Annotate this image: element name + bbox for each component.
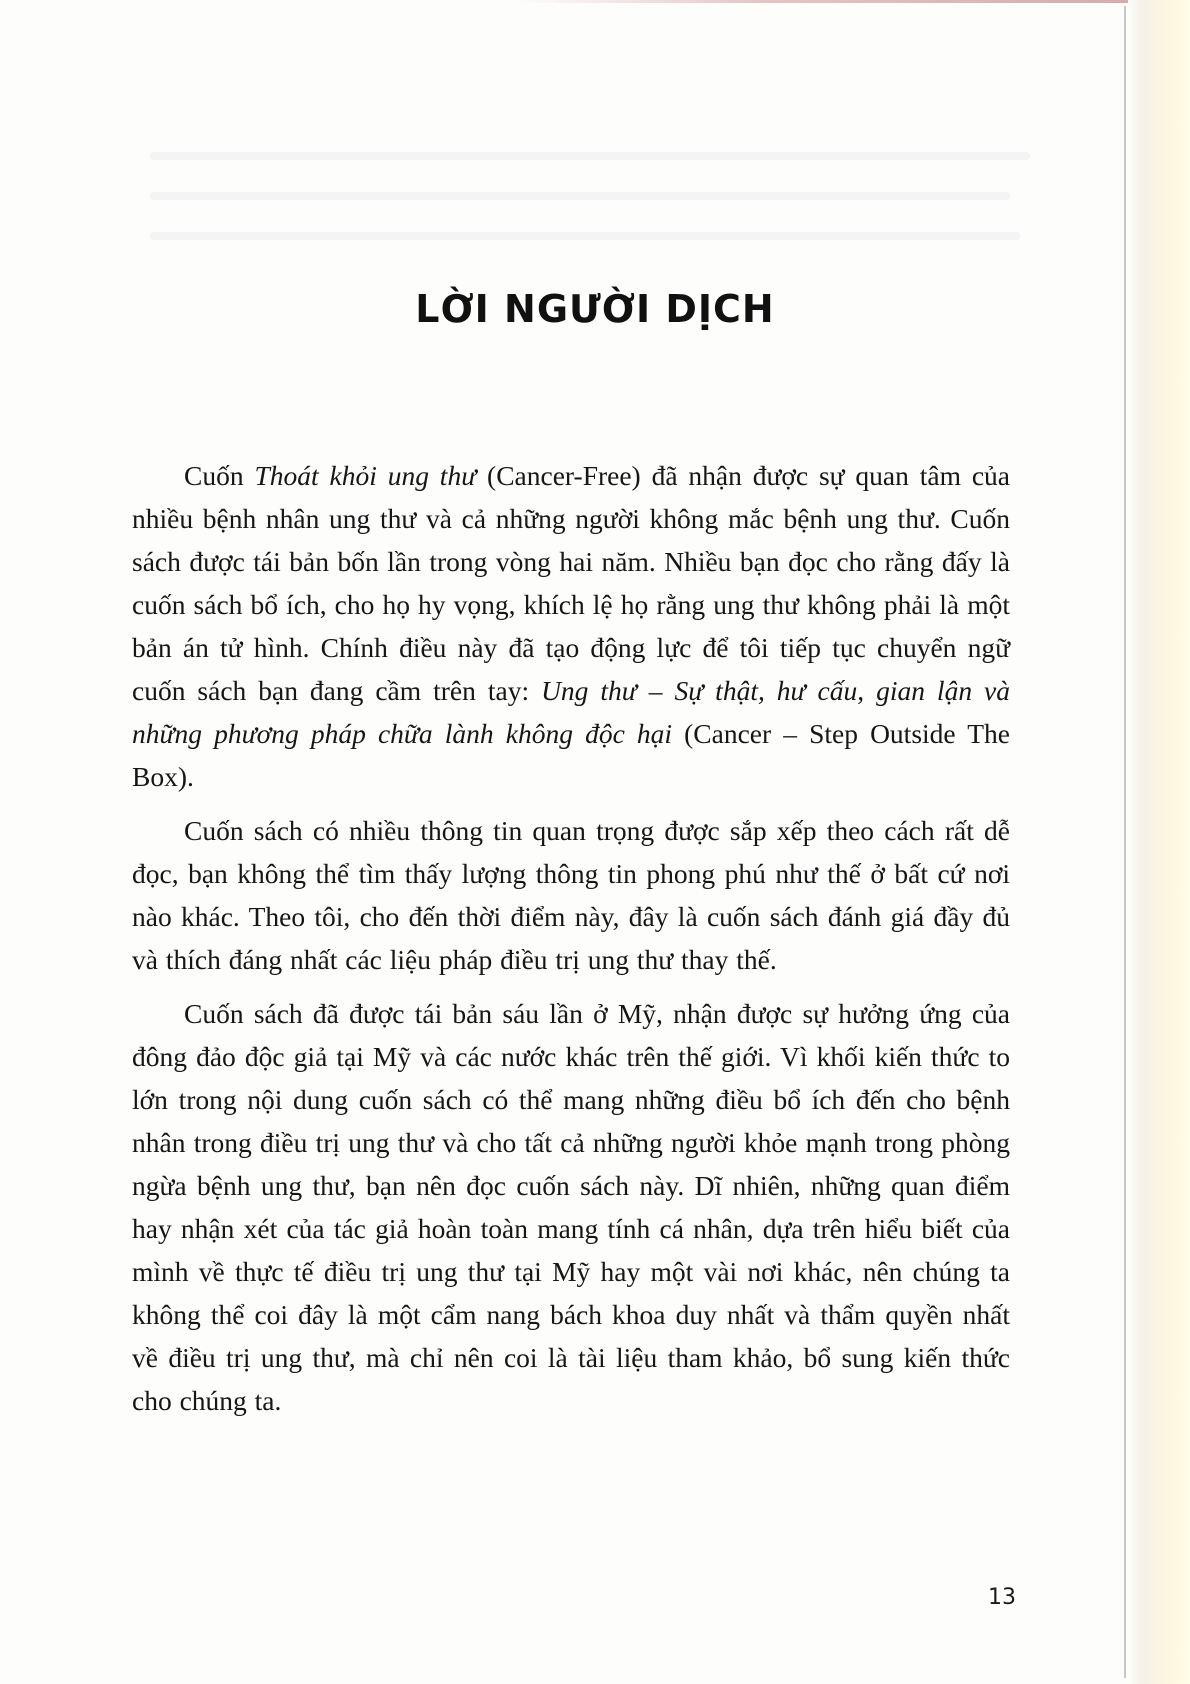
text-segment: Cuốn sách có nhiều thông tin quan trọng được sắp xếp theo cách rất dễ đọc, bạn không thể tìm thấy lượng thông tin phong phú như thế ở bất cứ nơi nào khác. Theo tôi, cho đến thời điểm này, đây là cuốn sách đánh giá đầy đủ và thích đáng nhất các liệu pháp điều trị ung thư thay thế. <box>132 815 1010 975</box>
paragraph <box>132 454 1010 798</box>
show-through-line <box>150 232 1020 240</box>
page-number: 13 <box>988 1585 1016 1610</box>
text-segment: (Cancer – Step Outside The Box). <box>132 718 1010 792</box>
scan-edge-top <box>520 0 1130 3</box>
body-text <box>132 454 1010 1433</box>
show-through-line <box>150 192 1010 200</box>
book-title-italic: Ung thư – Sự thật, hư cấu, gian lận và những phương pháp chữa lành không độc hại <box>132 675 1010 749</box>
page-title: LỜI NGƯỜI DỊCH <box>415 287 775 331</box>
text-segment: Cuốn <box>184 460 255 491</box>
paragraph <box>132 809 1010 981</box>
page-edge-line <box>1124 6 1126 1678</box>
text-segment: (Cancer-Free) đã nhận được sự quan tâm của nhiều bệnh nhân ung thư và cả những người không mắc bệnh ung thư. Cuốn sách được tái bản bốn lần trong vòng hai năm. Nhiều bạn đọc cho rằng đấy là cuốn sách bổ ích, cho họ hy vọng, khích lệ họ rằng ung thư không phải là một bản án tử hình. Chính điều này đã tạo động lực để tôi tiếp tục chuyển ngữ cuốn sách bạn đang cầm trên tay: <box>132 460 1010 706</box>
paragraph <box>132 992 1010 1422</box>
scan-edge-right <box>1128 0 1190 1684</box>
show-through-line <box>150 152 1030 160</box>
book-title-italic: Thoát khỏi ung thư <box>254 460 477 491</box>
text-segment: Cuốn sách đã được tái bản sáu lần ở Mỹ, nhận được sự hưởng ứng của đông đảo độc giả tại Mỹ và các nước khác trên thế giới. Vì khối kiến thức to lớn trong nội dung cuốn sách có thể mang những điều bổ ích đến cho bệnh nhân trong điều trị ung thư và cho tất cả những người khỏe mạnh trong phòng ngừa bệnh ung thư, bạn nên đọc cuốn sách này. Dĩ nhiên, những quan điểm hay nhận xét của tác giả hoàn toàn mang tính cá nhân, dựa trên hiểu biết của mình về thực tế điều trị ung thư tại Mỹ hay một vài nơi khác, nên chúng ta không thể coi đây là một cẩm nang bách khoa duy nhất và thẩm quyền nhất về điều trị ung thư, mà chỉ nên coi là tài liệu tham khảo, bổ sung kiến thức cho chúng ta. <box>132 998 1010 1416</box>
